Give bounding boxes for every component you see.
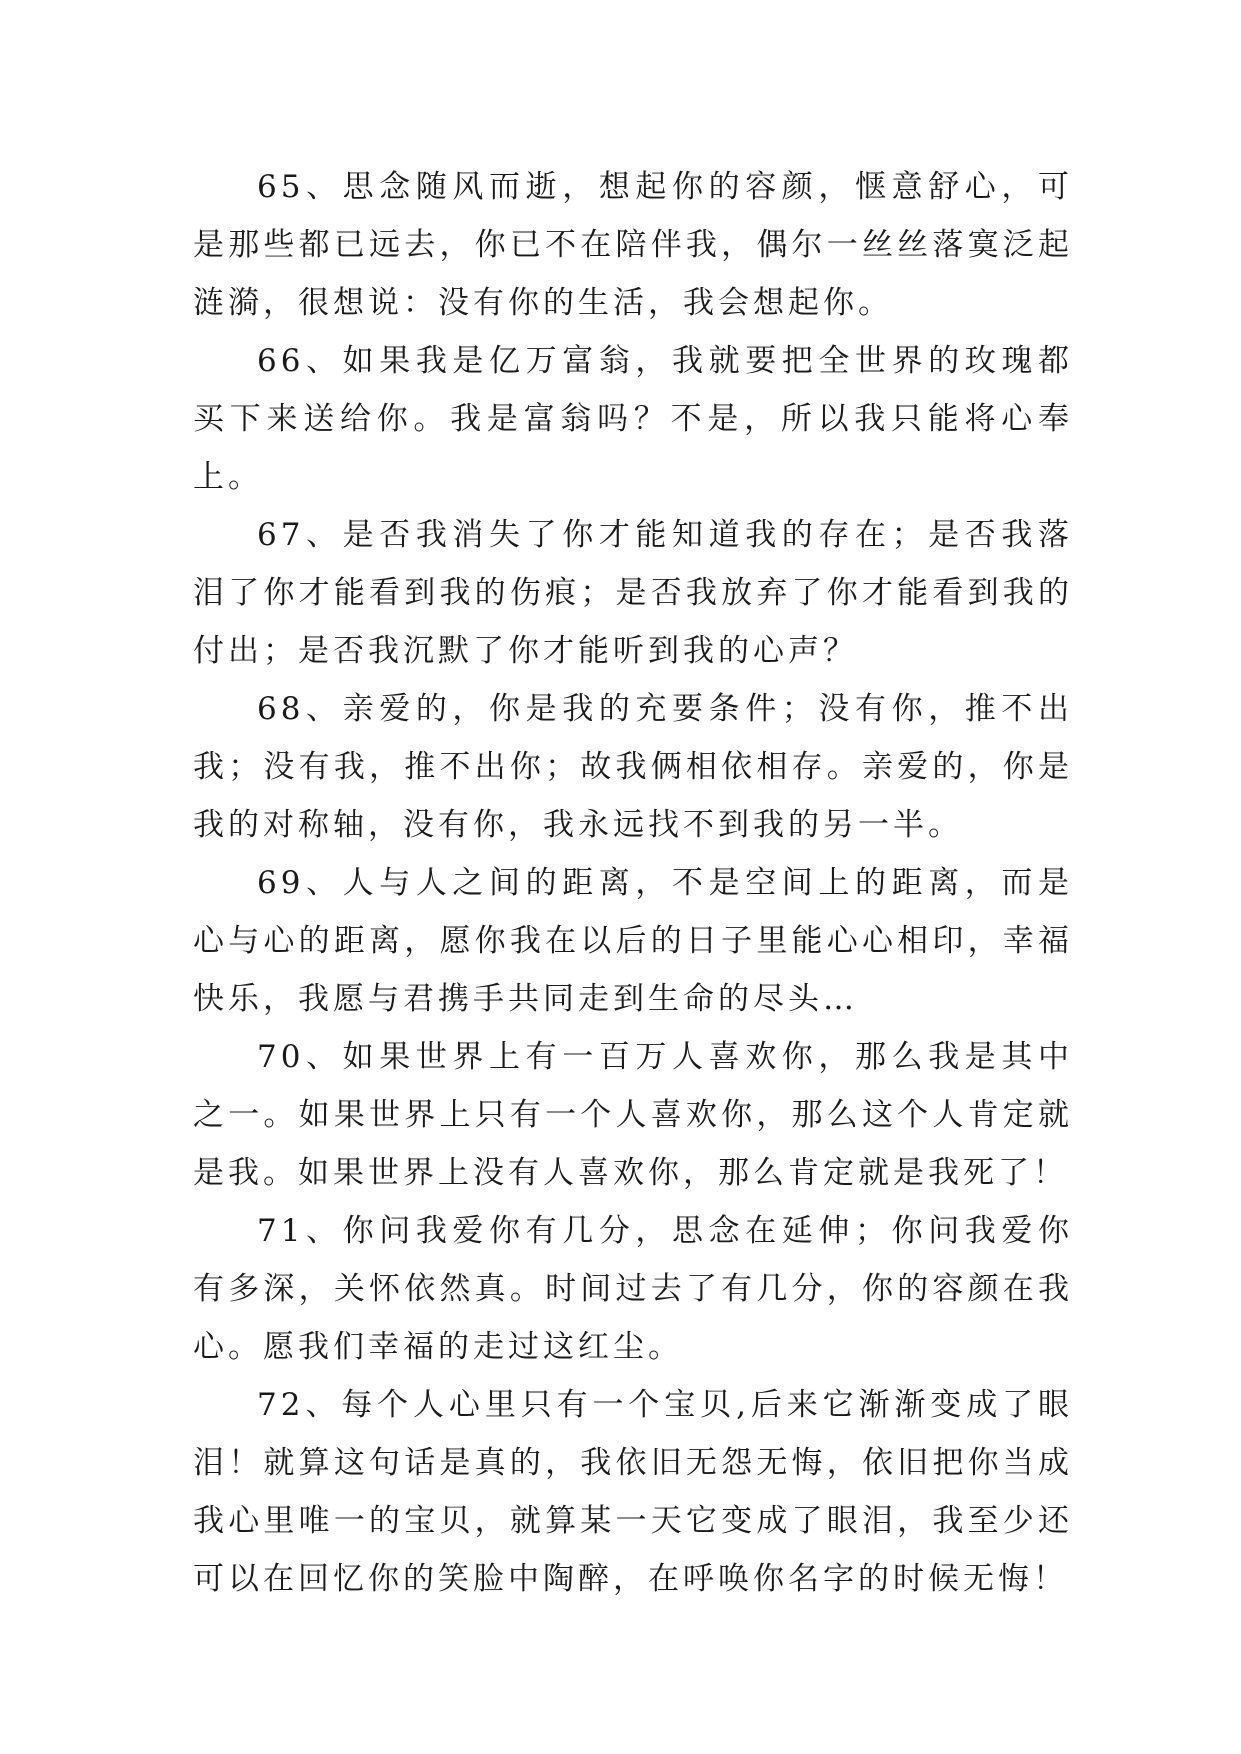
paragraph-69: 69、人与人之间的距离，不是空间上的距离，而是心与心的距离，愿你我在以后的日子里能心心相印，幸福快乐，我愿与君携手共同走到生命的尽头… [193, 865, 1073, 1017]
paragraph-68: 68、亲爱的，你是我的充要条件；没有你，推不出我；没有我，推不出你；故我俩相依相存。亲爱的，你是我的对称轴，没有你，我永远找不到我的另一半。 [193, 691, 1073, 843]
document-body [193, 158, 1073, 1608]
paragraph-67: 67、是否我消失了你才能知道我的存在；是否我落泪了你才能看到我的伤痕；是否我放弃了你才能看到我的付出；是否我沉默了你才能听到我的心声？ [193, 517, 1073, 669]
paragraph-70: 70、如果世界上有一百万人喜欢你，那么我是其中之一。如果世界上只有一个人喜欢你，那么这个人肯定就是我。如果世界上没有人喜欢你，那么肯定就是我死了！ [193, 1039, 1073, 1191]
paragraph-71: 71、你问我爱你有几分，思念在延伸；你问我爱你有多深，关怀依然真。时间过去了有几分，你的容颜在我心。愿我们幸福的走过这红尘。 [193, 1213, 1073, 1365]
paragraph-72: 72、每个人心里只有一个宝贝,后来它渐渐变成了眼泪！就算这句话是真的，我依旧无怨无悔，依旧把你当成我心里唯一的宝贝，就算某一天它变成了眼泪，我至少还可以在回忆你的笑脸中陶醉，在呼唤你名字的时候无悔！ [193, 1387, 1073, 1597]
paragraph-65: 65、思念随风而逝，想起你的容颜，惬意舒心，可是那些都已远去，你已不在陪伴我，偶尔一丝丝落寞泛起涟漪，很想说：没有你的生活，我会想起你。 [193, 169, 1073, 321]
paragraph-66: 66、如果我是亿万富翁，我就要把全世界的玫瑰都买下来送给你。我是富翁吗？不是，所以我只能将心奉上。 [193, 343, 1073, 495]
